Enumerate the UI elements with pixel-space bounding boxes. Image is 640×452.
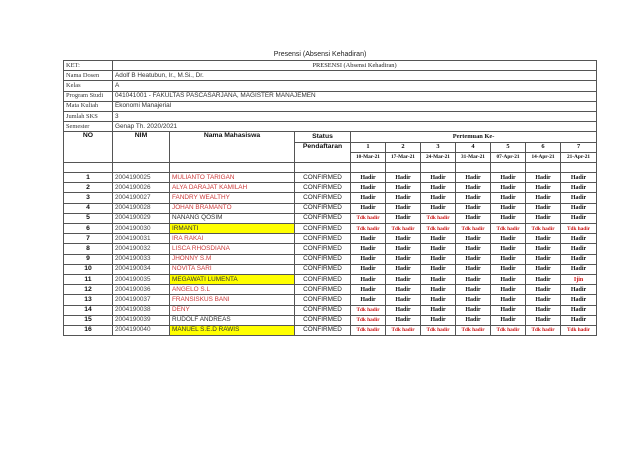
attendance-cell: Hadir [421,264,456,274]
attendance-cell: Hadir [491,264,526,274]
info-row [64,81,597,91]
student-nim: 2004190026 [113,183,170,193]
row-number: 10 [64,264,113,274]
attendance-cell: Hadir [561,193,597,203]
attendance-cell: Hadir [561,264,597,274]
spacer-cell [295,162,351,172]
attendance-cell: Hadir [526,234,561,244]
meeting-number: 4 [456,142,491,152]
attendance-cell: Hadir [351,244,386,254]
attendance-cell: Hadir [351,193,386,203]
attendance-cell: Hadir [456,213,491,223]
attendance-cell: Hadir [456,315,491,325]
student-row [64,295,597,305]
attendance-cell: Hadir [386,173,421,183]
info-label: Mata Kuliah [64,101,113,111]
attendance-cell: Hadir [386,193,421,203]
student-name: NANANG QOSIM [170,213,295,223]
registration-status: CONFIRMED [295,295,351,305]
attendance-cell: Hadir [526,274,561,284]
student-row [64,173,597,183]
attendance-cell: Hadir [386,295,421,305]
student-name: LISCA RHOSDIANA [170,244,295,254]
student-nim: 2004190040 [113,325,170,335]
ket-label: KET: [64,61,113,71]
attendance-cell: Hadir [421,305,456,315]
student-name: NOVITA SARI [170,264,295,274]
student-name: ANGELO S.L [170,285,295,295]
attendance-cell: Hadir [456,305,491,315]
student-nim: 2004190032 [113,244,170,254]
row-number: 14 [64,305,113,315]
header-nim: NIM [113,132,170,163]
attendance-cell: Hadir [456,203,491,213]
meeting-date: 24-Mar-21 [421,152,456,162]
student-name: FANDRY WEALTHY [170,193,295,203]
registration-status: CONFIRMED [295,183,351,193]
info-row [64,111,597,121]
attendance-cell: Hadir [561,173,597,183]
student-nim: 2004190036 [113,285,170,295]
row-number: 3 [64,193,113,203]
student-nim: 2004190031 [113,234,170,244]
attendance-cell: Hadir [421,254,456,264]
attendance-cell: Tdk hadir [491,224,526,234]
attendance-cell: Hadir [526,254,561,264]
attendance-cell: Hadir [351,285,386,295]
attendance-cell: Hadir [526,295,561,305]
spacer-cell [113,162,170,172]
attendance-cell: Hadir [456,254,491,264]
header-no: NO [64,132,113,163]
spacer-cell [526,162,561,172]
attendance-cell: Hadir [386,305,421,315]
row-number: 7 [64,234,113,244]
registration-status: CONFIRMED [295,264,351,274]
registration-status: CONFIRMED [295,244,351,254]
row-number: 2 [64,183,113,193]
row-number: 4 [64,203,113,213]
attendance-cell: Hadir [491,183,526,193]
info-value: Genap Th. 2020/2021 [113,122,597,132]
info-value: A [113,81,597,91]
student-name: JOHAN BRAMANTO [170,203,295,213]
student-row [64,234,597,244]
attendance-cell: Hadir [421,244,456,254]
student-name: IRMANTI [170,224,295,234]
student-row [64,183,597,193]
student-name: FRANSISKUS BANI [170,295,295,305]
document-title: Presensi (Absensi Kehadiran) [273,51,367,58]
attendance-cell: Hadir [456,274,491,284]
attendance-cell: Hadir [491,193,526,203]
row-number: 5 [64,213,113,223]
student-row [64,244,597,254]
attendance-cell: Tdk hadir [421,213,456,223]
spacer-cell [561,162,597,172]
meeting-number: 3 [421,142,456,152]
attendance-cell: Tdk hadir [351,315,386,325]
student-row [64,254,597,264]
attendance-cell: Hadir [561,183,597,193]
meeting-number: 5 [491,142,526,152]
meeting-number: 1 [351,142,386,152]
registration-status: CONFIRMED [295,274,351,284]
attendance-cell: Tdk hadir [421,325,456,335]
attendance-cell: Hadir [456,285,491,295]
student-nim: 2004190034 [113,264,170,274]
attendance-cell: Hadir [386,274,421,284]
attendance-cell: Hadir [526,193,561,203]
student-name: JHONNY S.M [170,254,295,264]
student-name: MEGAWATI LUMENTA [170,274,295,284]
student-nim: 2004190025 [113,173,170,183]
meeting-date: 10-Mar-21 [351,152,386,162]
registration-status: CONFIRMED [295,254,351,264]
attendance-cell: Hadir [491,305,526,315]
row-number: 16 [64,325,113,335]
meeting-date: 31-Mar-21 [456,152,491,162]
attendance-cell: Hadir [491,244,526,254]
attendance-cell: Hadir [351,254,386,264]
attendance-cell: Hadir [526,315,561,325]
meeting-date: 14-Apr-21 [526,152,561,162]
attendance-cell: Tdk hadir [421,224,456,234]
attendance-cell: Hadir [561,295,597,305]
attendance-cell: Hadir [386,203,421,213]
attendance-cell: Hadir [456,264,491,274]
meeting-number: 2 [386,142,421,152]
attendance-cell: Tdk hadir [351,213,386,223]
header-name: Nama Mahasiswa [170,132,295,163]
attendance-cell: Hadir [351,274,386,284]
attendance-cell: Tdk hadir [491,325,526,335]
meeting-date: 07-Apr-21 [491,152,526,162]
registration-status: CONFIRMED [295,173,351,183]
attendance-cell: Hadir [421,203,456,213]
attendance-cell: Hadir [421,285,456,295]
header-meetings: Pertemuan Ke- [351,132,597,142]
attendance-cell: Hadir [491,213,526,223]
attendance-cell: Ijin [561,274,597,284]
attendance-cell: Hadir [456,183,491,193]
row-number: 15 [64,315,113,325]
meeting-date: 17-Mar-21 [386,152,421,162]
student-row [64,193,597,203]
attendance-cell: Hadir [491,234,526,244]
attendance-cell: Hadir [351,264,386,274]
attendance-cell: Hadir [386,264,421,274]
attendance-cell: Hadir [351,183,386,193]
attendance-cell: Hadir [561,315,597,325]
attendance-cell: Hadir [351,203,386,213]
attendance-cell: Hadir [386,244,421,254]
column-header-row [64,132,597,142]
attendance-cell: Hadir [386,285,421,295]
spacer-cell [351,162,386,172]
attendance-cell: Hadir [456,173,491,183]
attendance-cell: Hadir [386,254,421,264]
student-row [64,203,597,213]
attendance-cell: Hadir [561,203,597,213]
attendance-cell: Hadir [561,254,597,264]
student-nim: 2004190038 [113,305,170,315]
info-row [64,91,597,101]
student-row [64,213,597,223]
student-row [64,305,597,315]
info-value: 3 [113,111,597,121]
student-name: MANUEL S.E.D RAWIS [170,325,295,335]
attendance-cell: Hadir [526,305,561,315]
attendance-cell: Hadir [421,183,456,193]
spacer-cell [491,162,526,172]
registration-status: CONFIRMED [295,234,351,244]
attendance-sheet [63,60,597,336]
row-number: 6 [64,224,113,234]
attendance-cell: Tdk hadir [456,224,491,234]
row-number: 8 [64,244,113,254]
student-name: ALYA DARAJAT KAMILAH [170,183,295,193]
attendance-cell: Hadir [491,274,526,284]
meeting-number: 7 [561,142,597,152]
attendance-cell: Tdk hadir [351,224,386,234]
info-row [64,122,597,132]
spacer-cell [170,162,295,172]
student-nim: 2004190037 [113,295,170,305]
attendance-cell: Hadir [561,305,597,315]
student-nim: 2004190029 [113,213,170,223]
attendance-cell: Hadir [491,254,526,264]
attendance-cell: Hadir [456,193,491,203]
attendance-cell: Hadir [526,244,561,254]
attendance-cell: Hadir [456,295,491,305]
student-row [64,325,597,335]
attendance-cell: Hadir [351,234,386,244]
attendance-cell: Tdk hadir [386,224,421,234]
attendance-cell: Hadir [351,295,386,305]
row-number: 9 [64,254,113,264]
row-number: 13 [64,295,113,305]
row-number: 1 [64,173,113,183]
attendance-cell: Hadir [526,264,561,274]
attendance-cell: Hadir [561,234,597,244]
attendance-cell: Hadir [491,173,526,183]
registration-status: CONFIRMED [295,224,351,234]
student-row [64,274,597,284]
attendance-cell: Tdk hadir [526,325,561,335]
student-row [64,264,597,274]
info-row [64,71,597,81]
attendance-cell: Hadir [421,295,456,305]
info-label: Program Studi [64,91,113,101]
attendance-cell: Hadir [526,213,561,223]
student-name: IRA RAKAI [170,234,295,244]
info-value: Ekonomi Manajerial [113,101,597,111]
row-number: 11 [64,274,113,284]
meeting-date: 21-Apr-21 [561,152,597,162]
attendance-cell: Hadir [491,295,526,305]
student-nim: 2004190028 [113,203,170,213]
attendance-cell: Tdk hadir [351,305,386,315]
attendance-cell: Hadir [421,315,456,325]
registration-status: CONFIRMED [295,285,351,295]
student-name: RUDOLF ANDREAS [170,315,295,325]
student-name: DENY [170,305,295,315]
meeting-number: 6 [526,142,561,152]
info-value: 041041001 - FAKULTAS PASCASARJANA, MAGISTER MANAJEMEN [113,91,597,101]
student-nim: 2004190039 [113,315,170,325]
attendance-cell: Hadir [526,183,561,193]
attendance-cell: Hadir [456,244,491,254]
spacer-cell [386,162,421,172]
student-nim: 2004190035 [113,274,170,284]
registration-status: CONFIRMED [295,193,351,203]
registration-status: CONFIRMED [295,325,351,335]
info-label: Jumlah SKS [64,111,113,121]
attendance-cell: Tdk hadir [561,325,597,335]
attendance-cell: Hadir [421,193,456,203]
attendance-cell: Hadir [561,285,597,295]
attendance-cell: Hadir [526,203,561,213]
attendance-cell: Hadir [421,234,456,244]
attendance-cell: Hadir [491,285,526,295]
attendance-cell: Tdk hadir [561,224,597,234]
student-row [64,285,597,295]
info-label: Kelas [64,81,113,91]
attendance-cell: Hadir [351,173,386,183]
attendance-cell: Hadir [421,173,456,183]
attendance-cell: Tdk hadir [386,325,421,335]
header-spacer-row [64,162,597,172]
attendance-cell: Hadir [421,274,456,284]
spacer-cell [421,162,456,172]
spacer-cell [64,162,113,172]
student-row [64,315,597,325]
ket-value: PRESENSI (Absensi Kehadiran) [113,61,597,71]
info-label: Nama Dosen [64,71,113,81]
spacer-cell [456,162,491,172]
attendance-cell: Tdk hadir [526,224,561,234]
student-nim: 2004190027 [113,193,170,203]
registration-status: CONFIRMED [295,305,351,315]
registration-status: CONFIRMED [295,315,351,325]
attendance-cell: Hadir [561,244,597,254]
attendance-cell: Hadir [526,173,561,183]
attendance-cell: Hadir [456,234,491,244]
attendance-cell: Hadir [491,315,526,325]
info-row [64,101,597,111]
ket-row [64,61,597,71]
info-label: Semester [64,122,113,132]
registration-status: CONFIRMED [295,203,351,213]
attendance-cell: Tdk hadir [351,325,386,335]
attendance-cell: Hadir [386,183,421,193]
attendance-cell: Tdk hadir [456,325,491,335]
student-row [64,224,597,234]
attendance-cell: Hadir [386,315,421,325]
attendance-cell: Hadir [526,285,561,295]
attendance-cell: Hadir [386,213,421,223]
attendance-cell: Hadir [491,203,526,213]
header-status-sub: Pendaftaran [295,142,351,162]
header-status: Status [295,132,351,142]
info-value: Adolf B Heatubun, Ir., M.Si., Dr. [113,71,597,81]
registration-status: CONFIRMED [295,213,351,223]
attendance-cell: Hadir [561,213,597,223]
student-nim: 2004190033 [113,254,170,264]
student-nim: 2004190030 [113,224,170,234]
row-number: 12 [64,285,113,295]
student-name: MULIANTO TARIGAN [170,173,295,183]
attendance-cell: Hadir [386,234,421,244]
